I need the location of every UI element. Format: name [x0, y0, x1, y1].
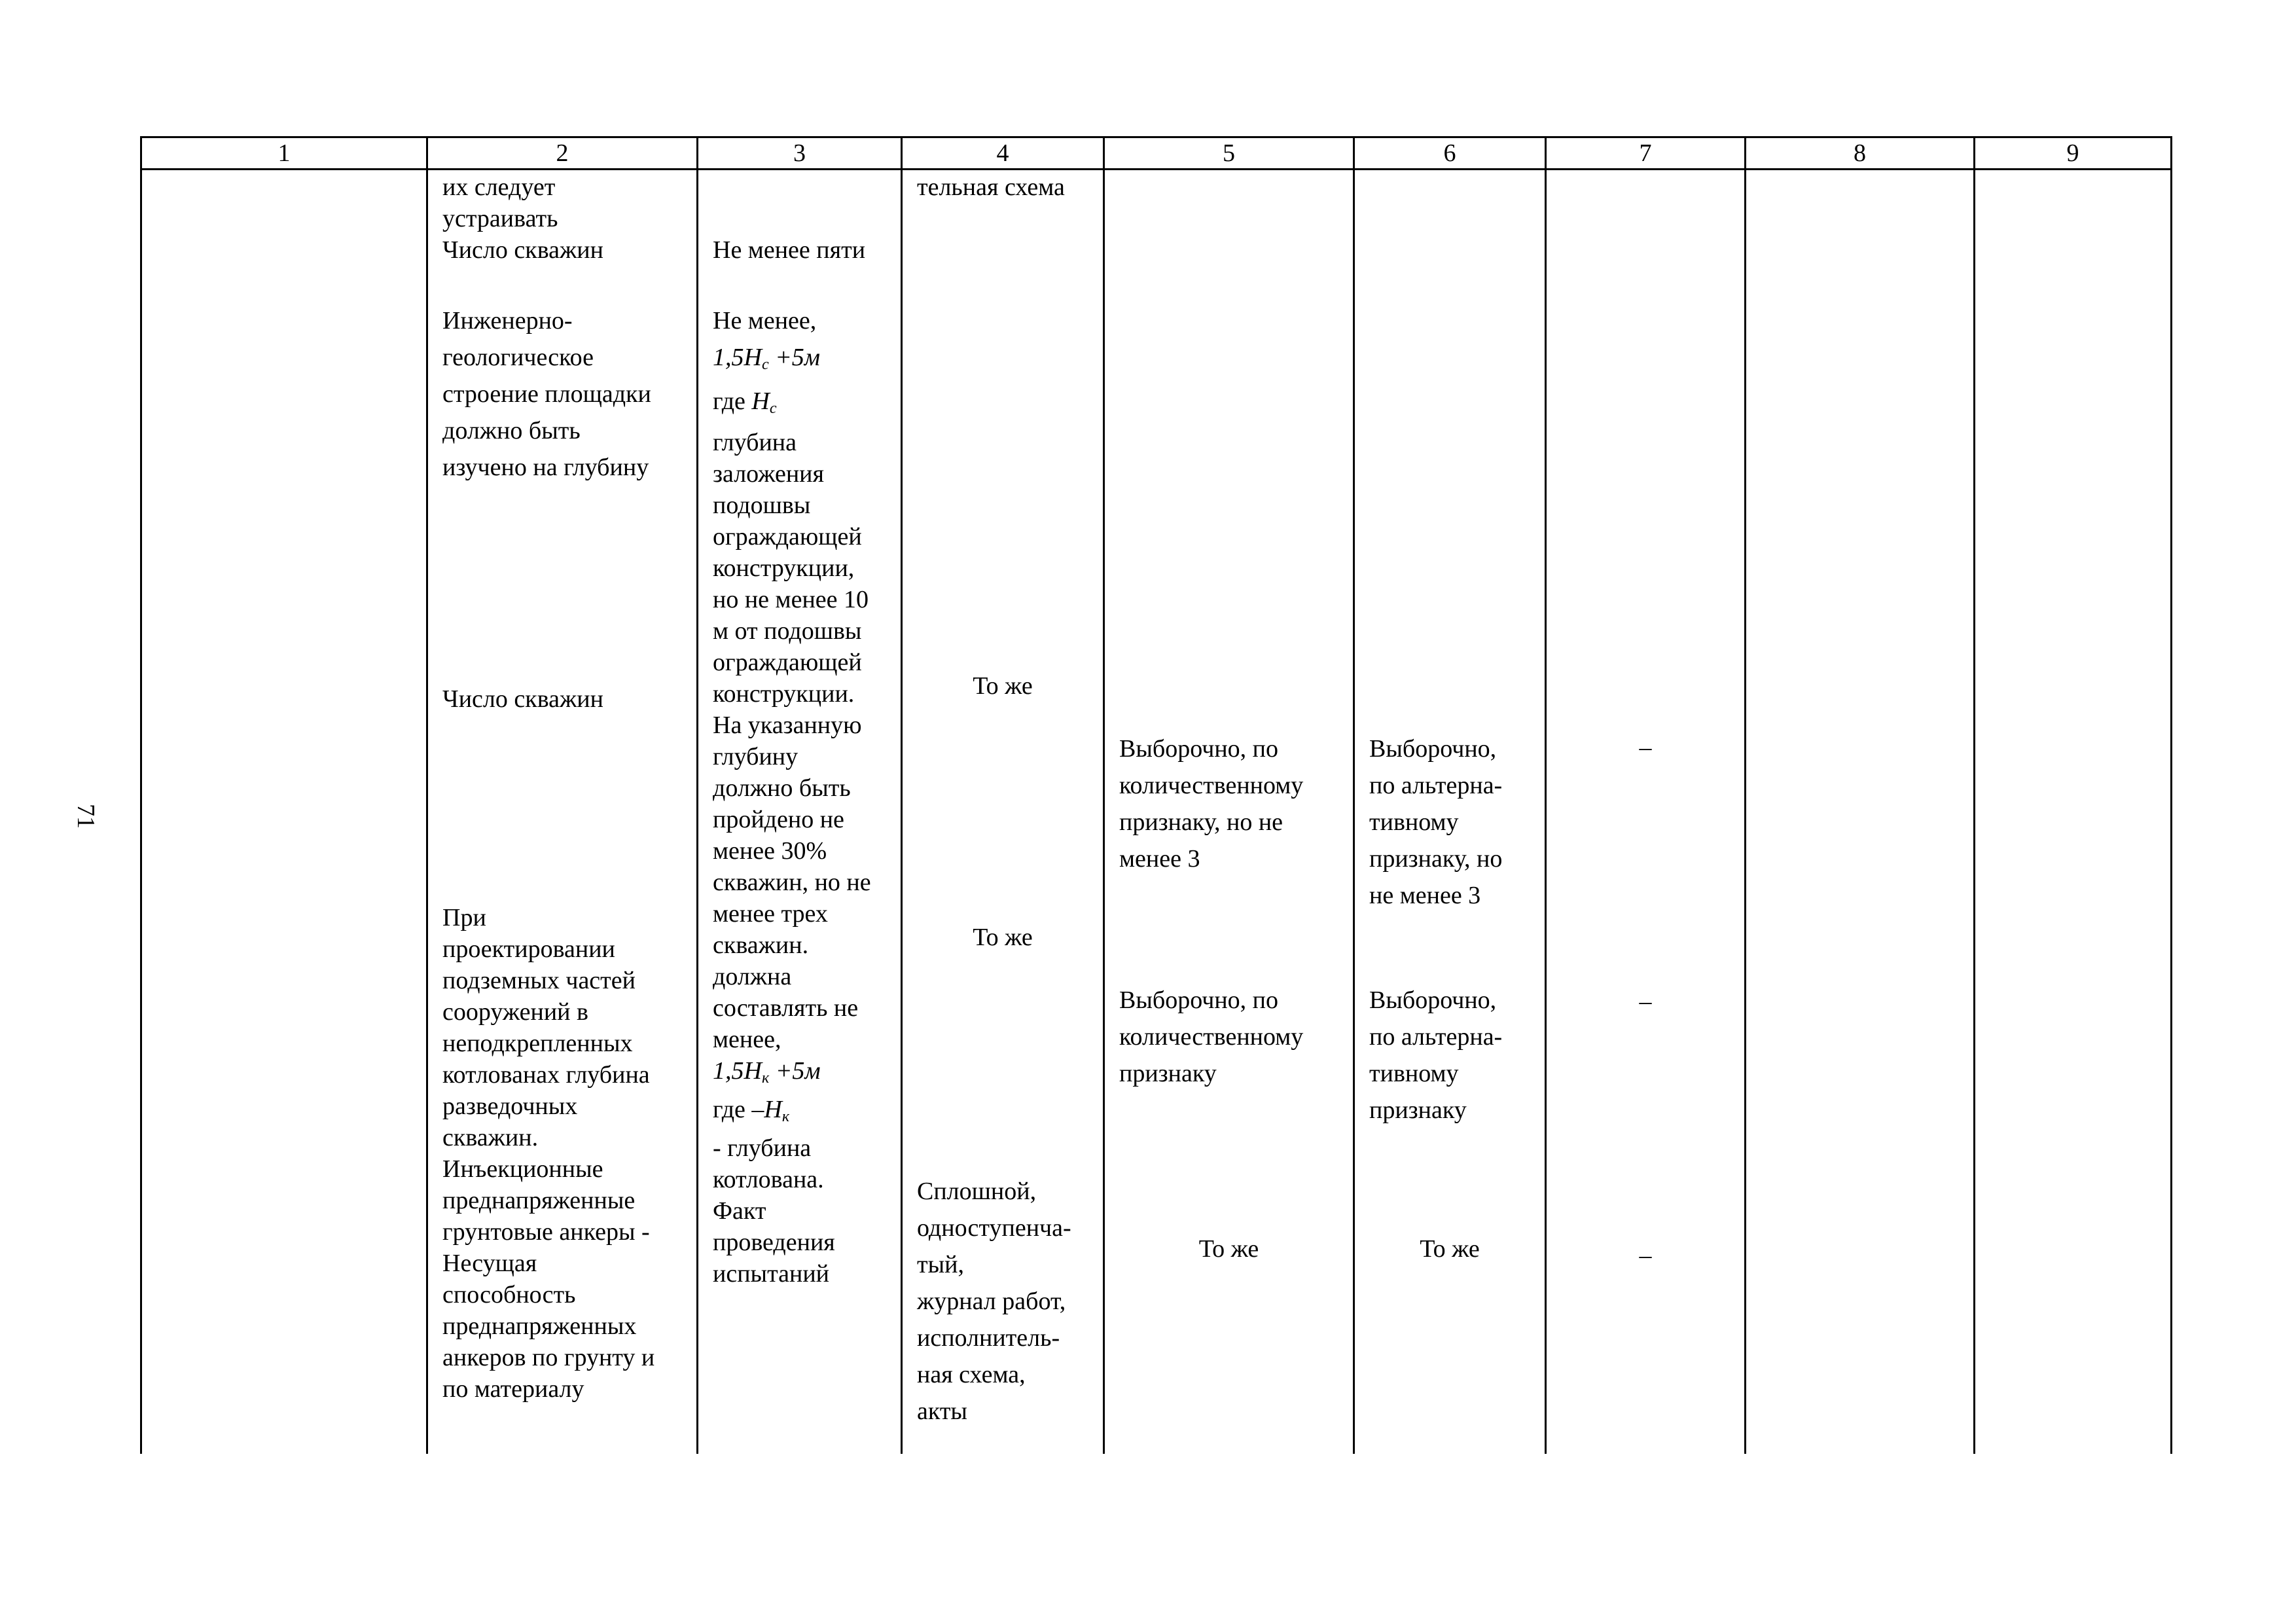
control-same-1: То же: [973, 672, 1033, 700]
method-same: То же: [1420, 1235, 1480, 1263]
column-header-3: 3: [698, 137, 902, 170]
method-selective-alt-min3: Выборочно, по альтерна- тивному признаку, но не менее 3: [1369, 735, 1503, 909]
control-anchors: Сплошной, одноступенча- тый, журнал работ, исполнитель- ная схема, акты: [917, 1178, 1071, 1425]
requirement-ground-anchors: Инъекционные преднапряженные грунтовые анкеры - Несущая способность преднапряженных анкеров по грунту и по материалу: [442, 1155, 655, 1403]
dash-2: –: [1639, 988, 1652, 1015]
dash-1: –: [1639, 734, 1652, 761]
column-header-9: 9: [1975, 137, 2172, 170]
column-header-2: 2: [427, 137, 698, 170]
requirement-underground-parts: При проектировании подземных частей сооружений в неподкрепленных котлованах глубина разведочных скважин.: [442, 904, 650, 1151]
control-scheme-tail: тельная схема: [917, 173, 1065, 201]
column-header-4: 4: [902, 137, 1104, 170]
column-header-6: 6: [1354, 137, 1546, 170]
column-header-8: 8: [1746, 137, 1975, 170]
column-header-1: 1: [141, 137, 427, 170]
value-hk-description: - глубина котлована.: [713, 1134, 824, 1193]
inspection-table: [140, 136, 2172, 1454]
method-selective-alt: Выборочно, по альтерна- тивному признаку: [1369, 986, 1503, 1124]
requirement-wells-count-1: Число скважин: [442, 236, 603, 264]
requirement-intro: их следует устраивать: [442, 173, 558, 232]
formula-hc: $1,5H_c +5м$: [713, 344, 821, 373]
cell-col-3: [698, 170, 902, 1454]
cell-col-2: [427, 170, 698, 1454]
value-wells-depth: На указанную глубину должно быть пройдено не менее 30% скважин, но не менее трех скважин.: [713, 712, 871, 959]
cell-col-9: [1975, 170, 2172, 1454]
formula-hc-where: где $H_c$: [713, 388, 777, 417]
cell-col-7: [1546, 170, 1746, 1454]
dash-3: –: [1639, 1242, 1652, 1269]
column-header-5: 5: [1104, 137, 1354, 170]
table-header: [141, 137, 2172, 170]
cell-col-1: [141, 170, 427, 1454]
cell-col-4: [902, 170, 1104, 1454]
requirement-wells-count-2: Число скважин: [442, 685, 603, 713]
cell-col-8: [1746, 170, 1975, 1454]
cell-col-6: [1354, 170, 1546, 1454]
value-not-less: Не менее,: [713, 307, 817, 334]
formula-hk: $1,5H_к +5м$: [713, 1057, 821, 1087]
method-selective-qty-min3: Выборочно, по количественному признаку, но не менее 3: [1119, 735, 1304, 873]
value-not-less-five: Не менее пяти: [713, 236, 866, 264]
table-row: [141, 170, 2172, 1454]
page-number: 71: [72, 804, 99, 829]
method-selective-qty: Выборочно, по количественному признаку: [1119, 986, 1304, 1087]
value-hc-description: глубина заложения подошвы ограждающей конструкции, но не менее 10 м от подошвы ограждающей конструкции.: [713, 429, 869, 708]
requirement-geology-depth: Инженерно- геологическое строение площадки должно быть изучено на глубину: [442, 307, 651, 481]
cell-col-5: [1104, 170, 1354, 1454]
control-same-2: То же: [973, 924, 1033, 951]
formula-hk-where: где $-H_к$: [713, 1096, 790, 1125]
value-pit-depth: должна составлять не менее,: [713, 963, 859, 1053]
method-same: То же: [1198, 1235, 1259, 1263]
value-test-fact: Факт проведения испытаний: [713, 1197, 835, 1288]
column-header-7: 7: [1546, 137, 1746, 170]
